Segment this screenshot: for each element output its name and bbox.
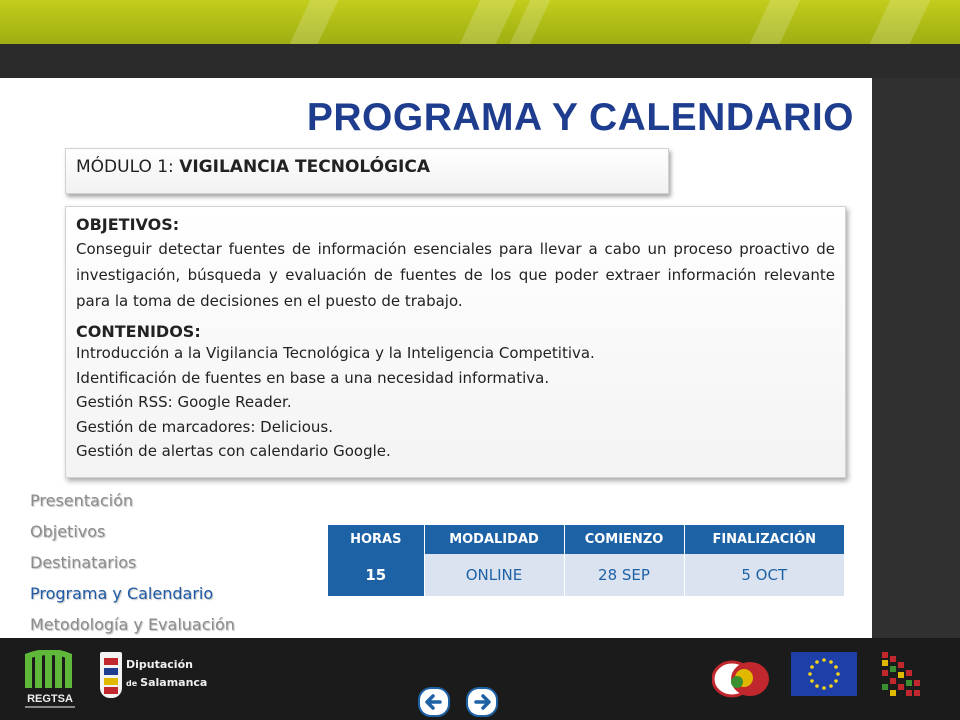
right-side-strip — [872, 78, 960, 638]
slide-content — [0, 78, 872, 638]
nav-item-objetivos[interactable]: Objetivos — [30, 522, 106, 541]
schedule-table — [328, 525, 844, 596]
prev-arrow-icon[interactable] — [418, 687, 450, 717]
module-details — [65, 206, 846, 478]
column-header: COMIENZO — [564, 525, 684, 554]
nav-item-programa-calendario[interactable]: Programa y Calendario — [30, 584, 214, 603]
list-item: Gestión de marcadores: Delicious. — [76, 417, 333, 436]
nav-item-presentacion[interactable]: Presentación — [30, 491, 134, 510]
coat-of-arms-icon — [100, 652, 122, 698]
list-item: Identificación de fuentes en base a una necesidad informativa. — [76, 368, 550, 387]
page-title: PROGRAMA Y CALENDARIO — [306, 96, 854, 139]
diputacion-text: Diputación — [126, 658, 193, 671]
partner-logo-icon — [712, 660, 770, 698]
de-text: de — [126, 679, 138, 688]
section-nav — [30, 485, 235, 640]
module-name: VIGILANCIA TECNOLÓGICA — [179, 157, 430, 177]
module-heading — [65, 148, 669, 194]
objectives-heading: OBJETIVOS: — [76, 215, 180, 234]
salamanca-text-wrapper — [126, 676, 207, 689]
module-prefix: MÓDULO 1: — [76, 157, 174, 177]
top-dark-band — [0, 44, 960, 78]
modality-cell: ONLINE — [424, 554, 564, 596]
end-date-cell: 5 OCT — [684, 554, 844, 596]
hours-cell: 15 — [328, 554, 424, 596]
partner-mosaic-logo-icon — [878, 650, 924, 698]
list-item: Gestión RSS: Google Reader. — [76, 393, 292, 411]
regtsa-text: REGTSA — [27, 693, 73, 705]
start-date-cell: 28 SEP — [564, 554, 684, 596]
footer-bar — [0, 638, 960, 720]
nav-item-metodologia-evaluacion[interactable]: Metodología y Evaluación — [30, 615, 235, 634]
contents-list — [76, 341, 835, 464]
salamanca-text: Salamanca — [140, 676, 208, 689]
column-header: HORAS — [328, 525, 424, 554]
list-item: Gestión de alertas con calendario Google. — [76, 442, 391, 460]
table-row — [328, 554, 844, 596]
column-header: MODALIDAD — [424, 525, 564, 554]
eu-flag-icon — [791, 652, 857, 696]
top-decorative-band — [0, 0, 960, 44]
table-header-row — [328, 525, 844, 554]
regtsa-logo — [22, 650, 78, 712]
diputacion-salamanca-logo — [100, 652, 208, 698]
list-item: Introducción a la Vigilancia Tecnológica y la Inteligencia Competitiva. — [76, 344, 595, 362]
navigation-arrows — [418, 687, 500, 717]
objectives-text: Conseguir detectar fuentes de información esenciales para llevar a cabo un proceso proactivo de investigación, búsqueda y evaluación de fuentes de los que poder extraer información relevante para la toma de decisiones en el puesto de trabajo. — [76, 240, 835, 310]
column-header: FINALIZACIÓN — [684, 525, 844, 554]
contents-heading: CONTENIDOS: — [76, 322, 201, 341]
next-arrow-icon[interactable] — [466, 687, 498, 717]
nav-item-destinatarios[interactable]: Destinatarios — [30, 553, 137, 572]
